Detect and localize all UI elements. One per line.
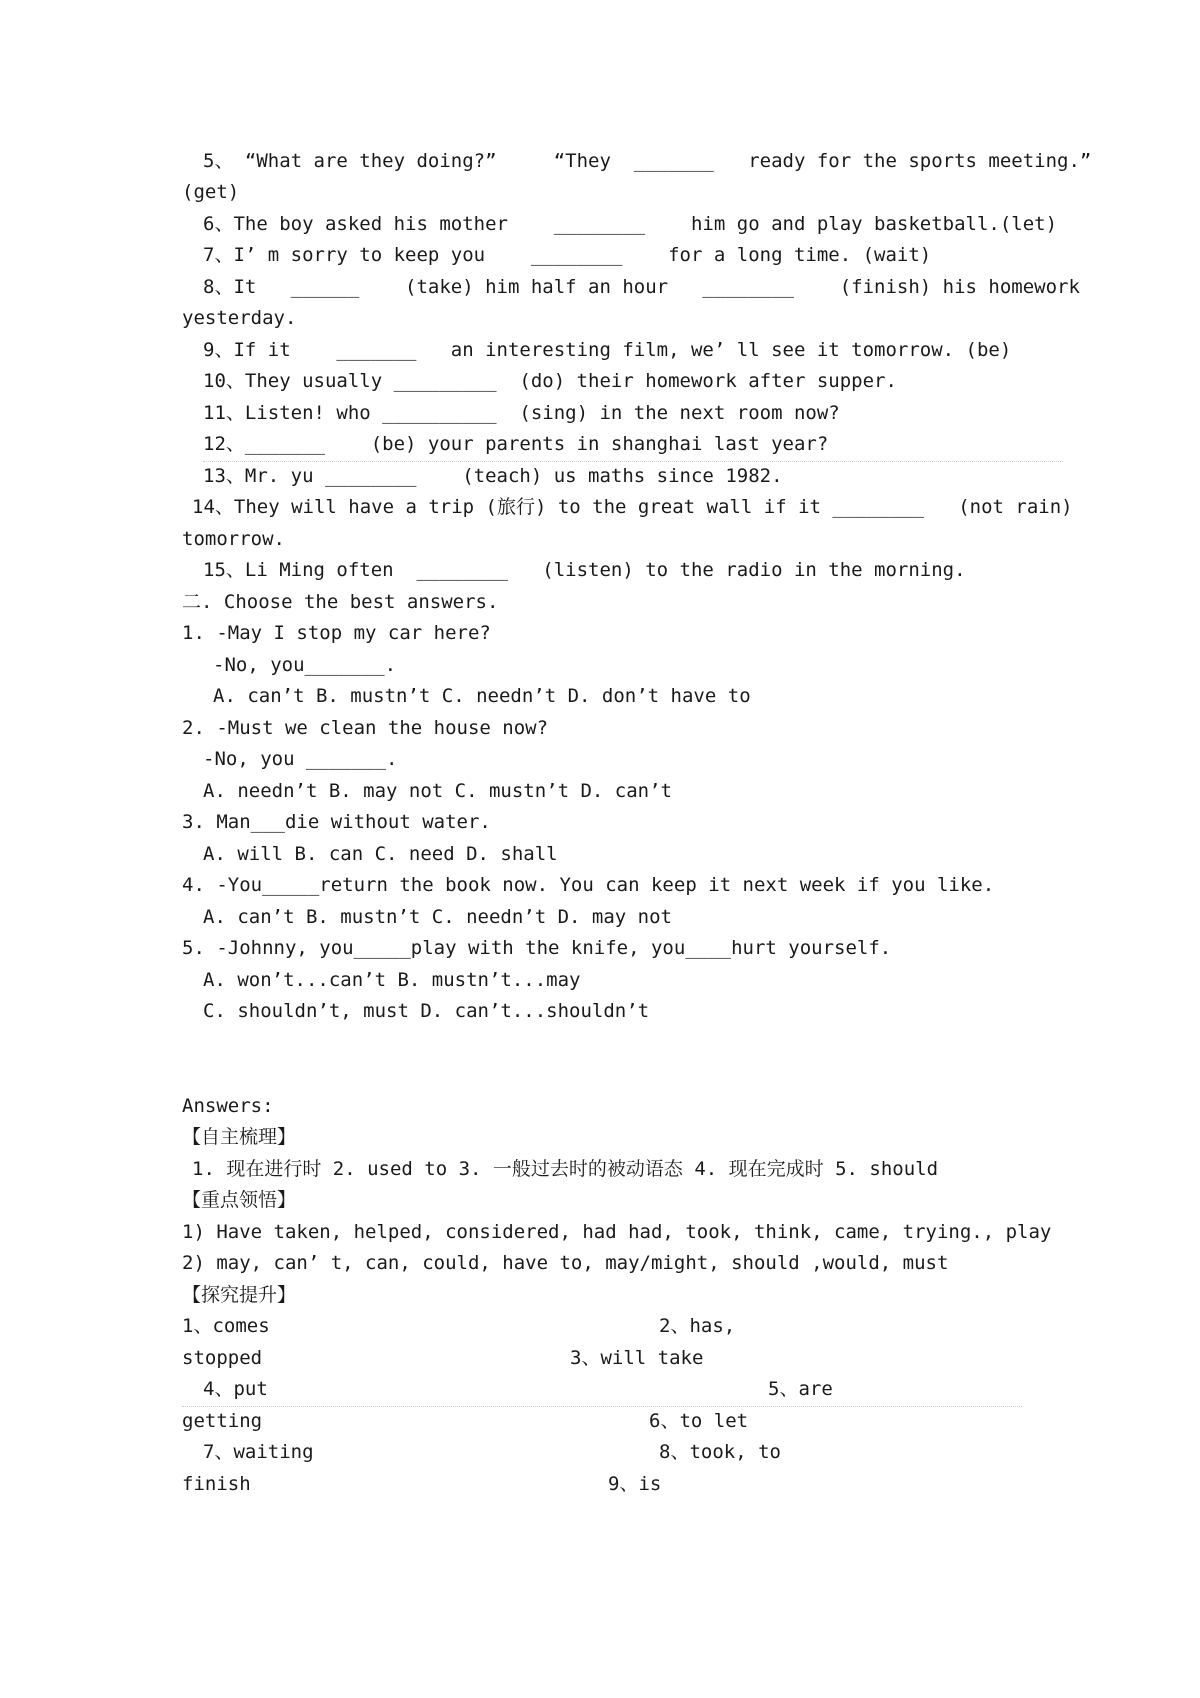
answer-2: 2、has, [659, 1315, 736, 1337]
answers-zhongdian-line1: 1) Have taken, helped, considered, had had, took, think, came, trying., play [182, 1221, 1052, 1243]
mc-q5: 5. -Johnny, you_____play with the knife, you____hurt yourself. [182, 937, 892, 959]
answers-title: Answers: [182, 1095, 274, 1117]
answer-8: 8、took, to [659, 1441, 781, 1463]
mc-q2: 2. -Must we clean the house now? [182, 717, 549, 739]
section-heading-zizhu: 【自主梳理】 [182, 1126, 297, 1148]
answer-5-continued: getting [182, 1410, 263, 1432]
q14-line: 14、They will have a trip (旅行) to the great wall if it ________ (not rain) [192, 496, 1073, 518]
q5-hint: (get) [182, 181, 240, 203]
mc-q4: 4. -You_____return the book now. You can keep it next week if you like. [182, 874, 995, 896]
q12-line: 12、_______ (be) your parents in shanghai last year? [203, 429, 1063, 462]
q13-line: 13、Mr. yu ________ (teach) us maths since 1982. [203, 465, 783, 487]
answer-9: 9、is [608, 1473, 662, 1495]
answer-3: 3、will take [570, 1347, 704, 1369]
q10-line: 10、They usually _________ (do) their homework after supper. [203, 370, 897, 392]
mc-q3-options: A. will B. can C. need D. shall [203, 843, 558, 865]
answer-4: 4、put [203, 1378, 268, 1400]
answers-zizhu-text: 1. 现在进行时 2. used to 3. 一般过去时的被动语态 4. 现在完成时 5. should [192, 1158, 939, 1180]
q7-line: 7、I’ m sorry to keep you ________ for a long time. (wait) [203, 244, 932, 266]
section-two-heading: 二. Choose the best answers. [182, 591, 499, 613]
section-heading-tanjiu: 【探究提升】 [182, 1284, 297, 1306]
q11-line: 11、Listen! who __________ (sing) in the next room now? [203, 402, 840, 424]
answer-5: 5、are [768, 1378, 833, 1400]
answers-zhongdian-line2: 2) may, can’ t, can, could, have to, may/might, should ,would, must [182, 1252, 949, 1274]
mc-q2-reply: -No, you _______. [203, 748, 398, 770]
answer-8-continued: finish [182, 1473, 251, 1495]
q6-line: 6、The boy asked his mother ________ him go and play basketball.(let) [203, 213, 1058, 235]
mc-q5-options-2: C. shouldn’t, must D. can’t...shouldn’t [203, 1000, 650, 1022]
mc-q2-options: A. needn’t B. may not C. mustn’t D. can’t [203, 780, 672, 802]
q5-line: 5、 “What are they doing?” “They _______ ready for the sports meeting.” [203, 150, 1092, 172]
q9-line: 9、If it _______ an interesting film, we’ ll see it tomorrow. (be) [203, 339, 1012, 361]
answer-2-continued: stopped [182, 1347, 263, 1369]
mc-q3: 3. Man___die without water. [182, 811, 491, 833]
answer-6: 6、to let [649, 1410, 749, 1432]
answer-1: 1、comes [182, 1315, 270, 1337]
mc-q4-options: A. can’t B. mustn’t C. needn’t D. may not [203, 906, 672, 928]
mc-q5-options-1: A. won’t...can’t B. mustn’t...may [203, 969, 581, 991]
answer-7: 7、waiting [203, 1441, 314, 1463]
q14-continued: tomorrow. [182, 528, 285, 550]
mc-q1: 1. -May I stop my car here? [182, 622, 491, 644]
q15-line: 15、Li Ming often ________ (listen) to the radio in the morning. [203, 559, 966, 581]
q8-line: 8、It ______ (take) him half an hour ________ (finish) his homework [203, 276, 1080, 298]
section-heading-zhongdian: 【重点领悟】 [182, 1189, 297, 1211]
mc-q1-reply: -No, you_______. [213, 654, 397, 676]
mc-q1-options: A. can’t B. mustn’t C. needn’t D. don’t have to [213, 685, 751, 707]
q8-continued: yesterday. [182, 307, 297, 329]
